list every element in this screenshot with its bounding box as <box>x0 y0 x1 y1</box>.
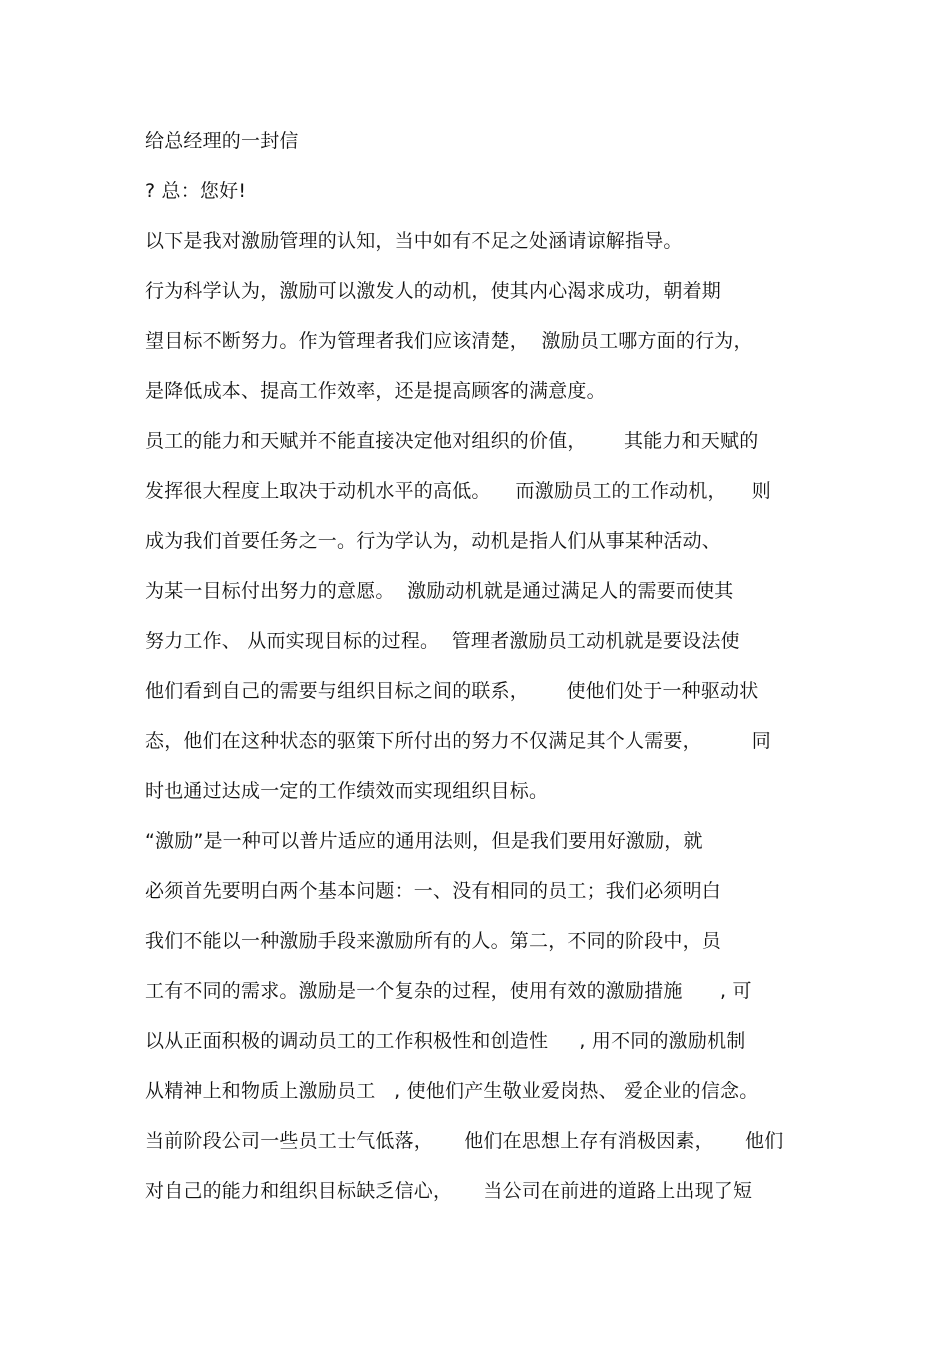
body-line: 为某一目标付出努力的意愿。 激励动机就是通过满足人的需要而使其 <box>145 580 734 602</box>
greeting: ? 总：您好! <box>145 180 247 202</box>
body-line: 望目标不断努力。作为管理者我们应该清楚， 激励员工哪方面的行为， <box>145 330 753 352</box>
body-line: 从精神上和物质上激励员工 , 使他们产生敬业爱岗热、 爱企业的信念。 <box>145 1080 759 1102</box>
body-line: 态，他们在这种状态的驱策下所付出的努力不仅满足其个人需要， 同 <box>145 730 771 752</box>
body-line: 对自己的能力和组织目标缺乏信心， 当公司在前进的道路上出现了短 <box>145 1180 753 1202</box>
body-line: “激励”是一种可以普片适应的通用法则，但是我们要用好激励，就 <box>145 830 703 852</box>
body-line: 发挥很大程度上取决于动机水平的高低。 而激励员工的工作动机， 则 <box>145 480 771 502</box>
body-line: 成为我们首要任务之一。行为学认为，动机是指人们从事某种活动、 <box>145 530 722 552</box>
body-line: 我们不能以一种激励手段来激励所有的人。第二，不同的阶段中，员 <box>145 930 722 952</box>
body-line: 努力工作、 从而实现目标的过程。 管理者激励员工动机就是要设法使 <box>145 630 740 652</box>
body-line: 以下是我对激励管理的认知，当中如有不足之处涵请谅解指导。 <box>145 230 683 252</box>
body-line: 是降低成本、提高工作效率，还是提高顾客的满意度。 <box>145 380 606 402</box>
body-line: 他们看到自己的需要与组织目标之间的联系， 使他们处于一种驱动状 <box>145 680 759 702</box>
body-line: 员工的能力和天赋并不能直接决定他对组织的价值， 其能力和天赋的 <box>145 430 759 452</box>
document-title: 给总经理的一封信 <box>145 130 299 152</box>
body-line: 必须首先要明白两个基本问题：一、没有相同的员工；我们必须明白 <box>145 880 722 902</box>
body-line: 当前阶段公司一些员工士气低落， 他们在思想上存有消极因素， 他们 <box>145 1130 784 1152</box>
body-line: 工有不同的需求。激励是一个复杂的过程，使用有效的激励措施 , 可 <box>145 980 752 1002</box>
body-line: 时也通过达成一定的工作绩效而实现组织目标。 <box>145 780 549 802</box>
body-line: 行为科学认为，激励可以激发人的动机，使其内心渴求成功，朝着期 <box>145 280 722 302</box>
body-line: 以从正面积极的调动员工的工作积极性和创造性 , 用不同的激励机制 <box>145 1030 746 1052</box>
